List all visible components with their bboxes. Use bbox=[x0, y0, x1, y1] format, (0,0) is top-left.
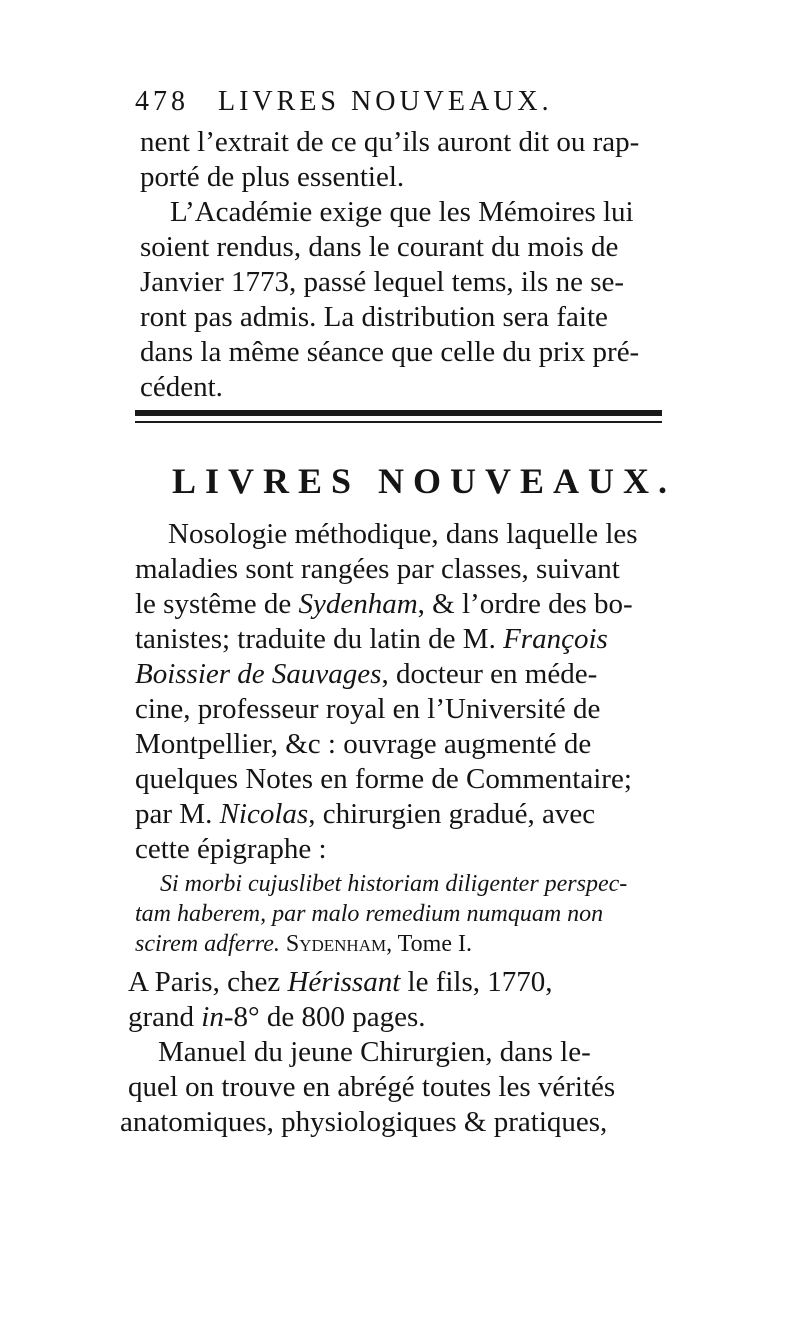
running-head bbox=[135, 88, 553, 116]
text-span: tanistes; traduite du latin de M. bbox=[135, 623, 504, 655]
text-line bbox=[135, 625, 608, 654]
text-span: par M. bbox=[135, 798, 220, 830]
text-line: maladies sont rangées par classes, suivant bbox=[135, 553, 620, 585]
epigraph-line bbox=[135, 932, 472, 956]
text-span: A Paris, chez bbox=[128, 966, 288, 998]
text-line: cette épigraphe : bbox=[135, 833, 327, 865]
section-divider-thick bbox=[135, 410, 662, 416]
text-line: anatomiques, physiologiques & pratiques, bbox=[120, 1106, 608, 1138]
running-head-title: LIVRES NOUVEAUX. bbox=[218, 86, 553, 117]
text-line bbox=[135, 590, 633, 619]
text-line: Manuel du jeune Chirurgien, dans le- bbox=[158, 1036, 591, 1068]
text-span: , & l’ordre des bo- bbox=[417, 588, 633, 620]
text-line: soient rendus, dans le courant du mois de bbox=[140, 231, 619, 263]
text-line: quelques Notes en forme de Commentaire; bbox=[135, 763, 632, 795]
text-span: grand bbox=[128, 1001, 202, 1033]
author-name: François bbox=[503, 623, 608, 655]
text-line: Nosologie méthodique, dans laquelle les bbox=[168, 518, 638, 550]
text-line: porté de plus essentiel. bbox=[140, 161, 405, 193]
text-line: quel on trouve en abrégé toutes les vérités bbox=[128, 1071, 616, 1103]
text-span: scirem adferre. bbox=[135, 931, 286, 957]
text-line: dans la même séance que celle du prix pré- bbox=[140, 336, 640, 368]
author-name: Boissier de Sauvages bbox=[135, 658, 382, 690]
text-line bbox=[128, 1003, 426, 1032]
text-line: Montpellier, &c : ouvrage augmenté de bbox=[135, 728, 592, 760]
text-line: cine, professeur royal en l’Université de bbox=[135, 693, 601, 725]
text-span: , chirurgien gradué, avec bbox=[308, 798, 596, 830]
text-line: nent l’extrait de ce qu’ils auront dit ou rap- bbox=[140, 126, 640, 158]
epigraph-line: tam haberem, par malo remedium numquam non bbox=[135, 901, 604, 927]
publisher-name: Hérissant bbox=[287, 966, 401, 998]
author-name: Nicolas bbox=[219, 798, 309, 830]
text-span: , Tome I. bbox=[386, 931, 472, 957]
text-span: , docteur en méde- bbox=[381, 658, 598, 690]
text-line: cédent. bbox=[140, 371, 223, 403]
text-span: in bbox=[201, 1001, 224, 1033]
text-line: Janvier 1773, passé lequel tems, ils ne se- bbox=[140, 266, 625, 298]
author-name: Sydenham bbox=[285, 931, 387, 957]
text-span: le fils, 1770, bbox=[400, 966, 553, 998]
section-divider-thin bbox=[135, 421, 662, 423]
section-heading: LIVRES NOUVEAUX. bbox=[172, 461, 677, 501]
text-line bbox=[128, 968, 553, 997]
page-number: 478 bbox=[135, 86, 189, 117]
text-line: ront pas admis. La distribution sera faite bbox=[140, 301, 608, 333]
text-line: L’Académie exige que les Mémoires lui bbox=[170, 196, 634, 228]
text-span: -8° de 800 pages. bbox=[223, 1001, 426, 1033]
text-line bbox=[135, 660, 597, 689]
epigraph-line: Si morbi cujuslibet historiam diligenter perspec- bbox=[160, 871, 628, 897]
author-name: Sydenham bbox=[298, 588, 418, 620]
text-line bbox=[135, 800, 595, 829]
text-span: le systême de bbox=[135, 588, 299, 620]
